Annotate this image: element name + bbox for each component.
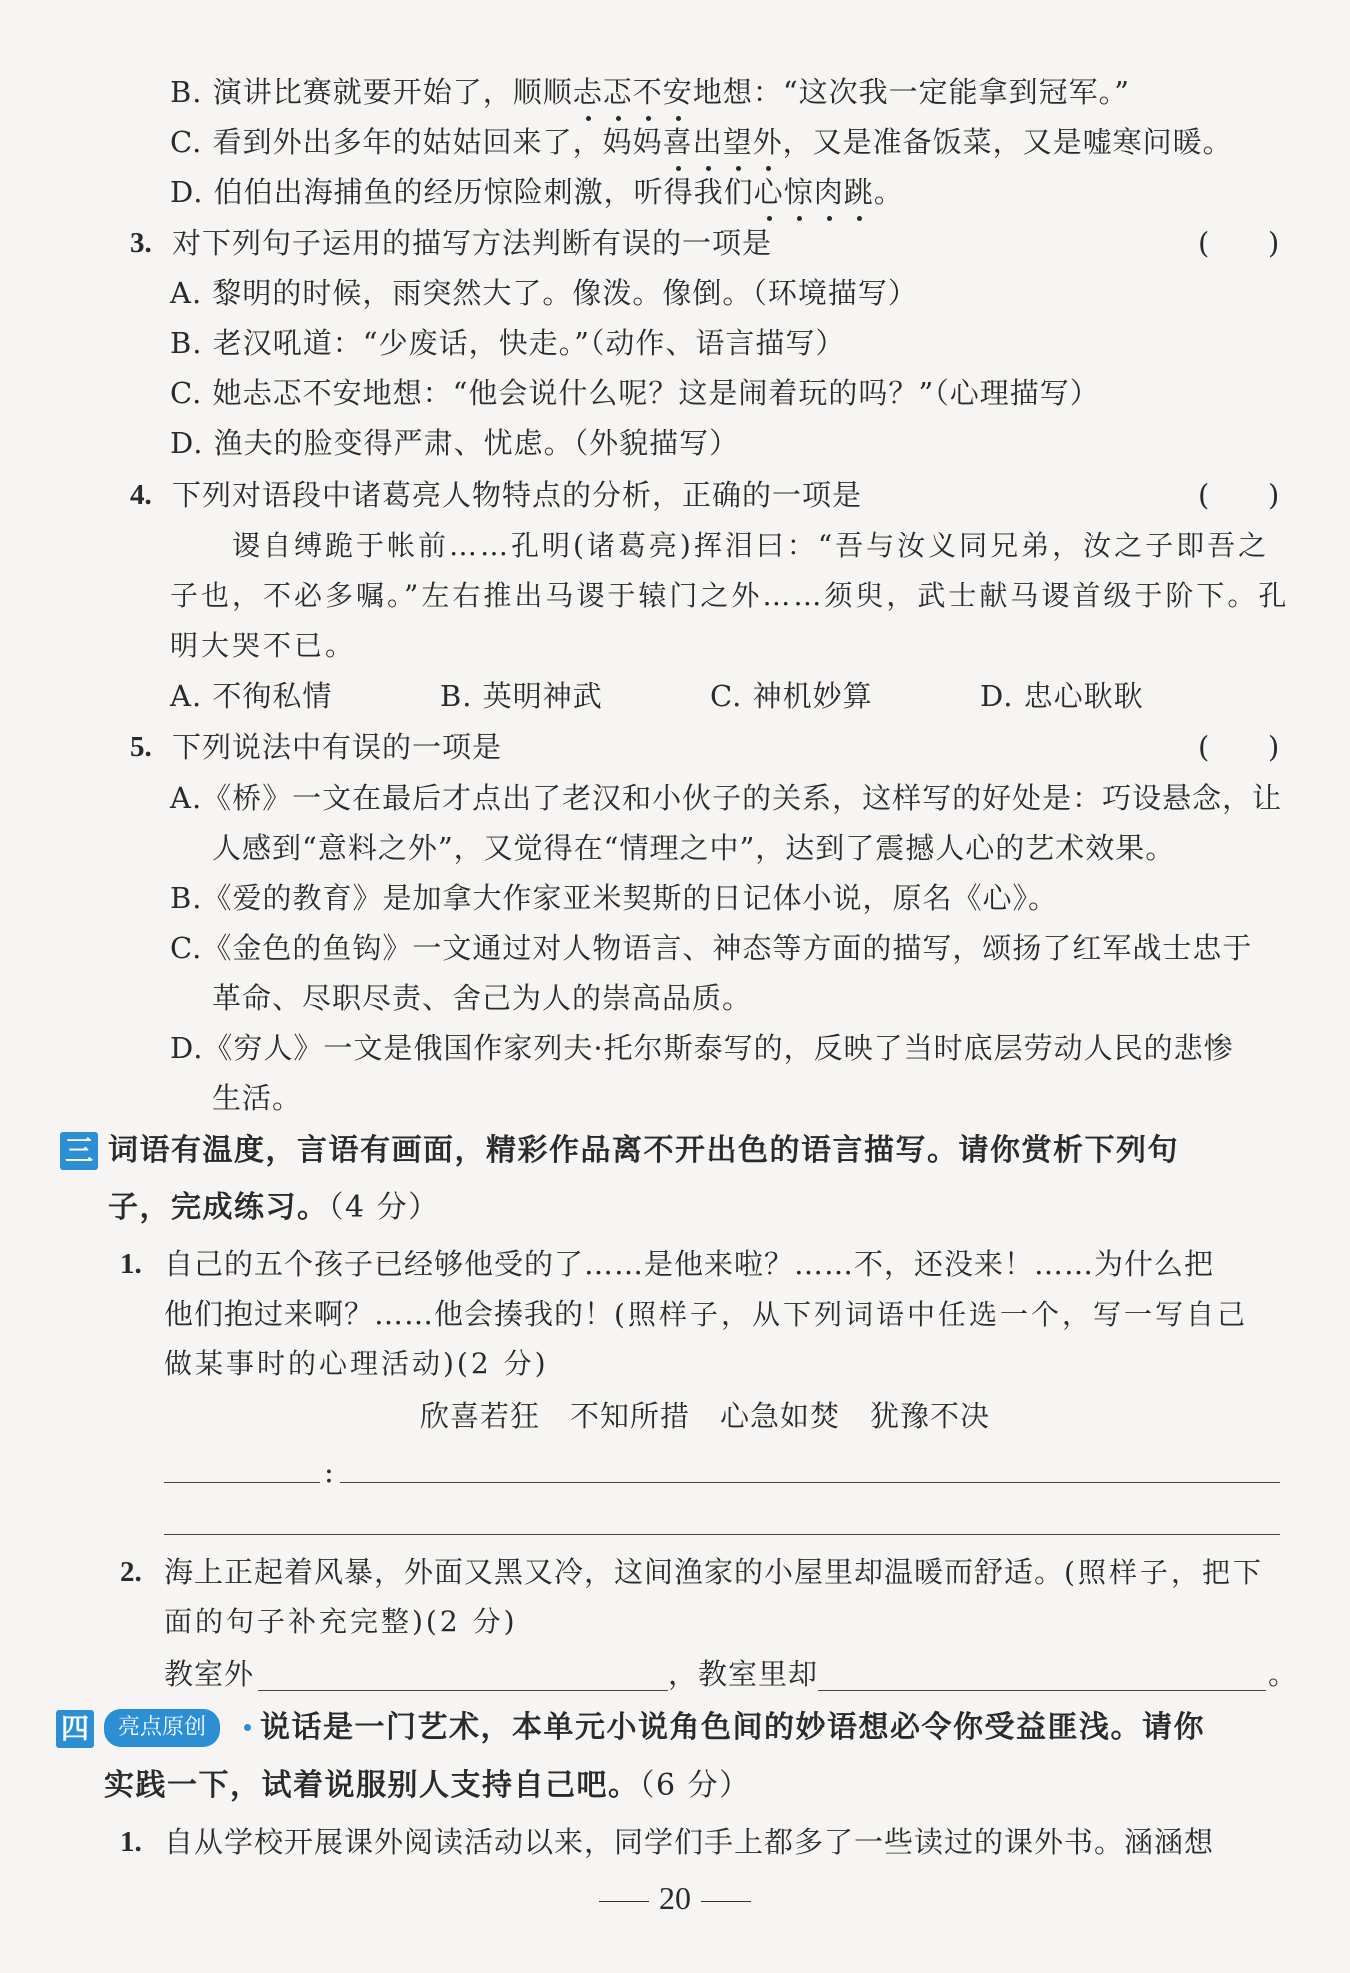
q5-option-b: B.《爱的教育》是加拿大作家亚米契斯的日记体小说，原名《心》。 [170,881,1059,915]
s3-q1-line-2: 他们抱过来啊？……他会揍我的！(照样子，从下列词语中任选一个，写一写自己 [164,1297,1248,1331]
q4-option-c: C. 神机妙算 [710,679,873,713]
s3-q2-prefix-outside: 教室外 [164,1657,255,1691]
q5-option-a-line-1: A.《桥》一文在最后才点出了老汉和小伙子的关系，这样写的好处是：巧设悬念，让 [170,781,1283,815]
section-4-heading-line-2: 实践一下，试着说服别人支持自己吧。（6 分） [104,1768,751,1803]
q4-option-a: A. 不徇私情 [170,679,333,713]
q5-option-d-line-1: D.《穷人》一文是俄国作家列夫·托尔斯泰写的，反映了当时底层劳动人民的悲惨 [170,1031,1234,1065]
q2-option-d: D. 伯伯出海捕鱼的经历惊险刺激，听得我们心惊肉跳。 [170,172,904,212]
s3-q1-line-1: 自己的五个孩子已经够他受的了……是他来啦？……不，还没来！……为什么把 [164,1247,1215,1281]
section-4-badge: 四 [56,1710,94,1748]
s3-q2-blank-inside[interactable] [818,1690,1266,1691]
original-highlight-tag: 亮点原创 [104,1709,220,1747]
q5-number: 5. [130,731,152,763]
section-4-heading-line-1: 说话是一门艺术，本单元小说角色间的妙语想必令你受益匪浅。请你 [260,1710,1205,1745]
word-option: 欣喜若狂 [420,1399,541,1433]
s4-q1-line-1: 自从学校开展课外阅读活动以来，同学们手上都多了一些读过的课外书。涵涵想 [164,1825,1215,1859]
word-option: 不知所措 [570,1399,691,1433]
q2-option-b-emphasis: 忐忑不安 [573,75,693,109]
s3-q1-answer-blank-2[interactable] [164,1534,1280,1535]
s3-q1-colon: : [324,1455,335,1489]
s3-q2-prefix-inside: ，教室里却 [668,1657,819,1691]
q4-option-d: D. 忠心耿耿 [980,679,1144,713]
q3-option-a: A. 黎明的时候，雨突然大了。像泼。像倒。（环境描写） [170,276,918,310]
q4-stem: 下列对语段中诸葛亮人物特点的分析，正确的一项是 [172,478,863,512]
q3-stem: 对下列句子运用的描写方法判断有误的一项是 [172,226,773,260]
q3-option-d: D. 渔夫的脸变得严肃、忧虑。（外貌描写） [170,426,740,460]
q2-option-c-emphasis: 喜出望外 [663,125,783,159]
s3-q1-number: 1. [120,1248,142,1280]
q5-option-a-line-2: 人感到“意料之外”，又觉得在“情理之中”，达到了震撼人心的艺术效果。 [212,831,1176,865]
section-3-heading-line-2: 子，完成练习。（4 分） [108,1190,440,1225]
q2-option-c: C. 看到外出多年的姑姑回来了，妈妈喜出望外，又是准备饭菜，又是嘘寒问暖。 [170,122,1233,162]
s4-q1-number: 1. [120,1826,142,1858]
q5-option-c-line-2: 革命、尽职尽责、舍己为人的崇高品质。 [212,981,753,1015]
q4-option-b: B. 英明神武 [440,679,603,713]
tag-dot-icon [244,1724,251,1731]
q4-passage-line-1: 谡自缚跪于帐前……孔明(诸葛亮)挥泪曰：“吾与汝义同兄弟，汝之子即吾之 [232,529,1270,562]
q5-option-c-line-1: C.《金色的鱼钩》一文通过对人物语言、神态等方面的描写，颂扬了红军战士忠于 [170,931,1253,965]
s3-q2-number: 2. [120,1556,142,1588]
q4-passage-line-2: 子也，不必多嘱。”左右推出马谡于辕门之外……须臾，武士献马谡首级于阶下。孔 [170,579,1290,612]
q4-passage-line-3: 明大哭不已。 [170,629,357,662]
q4-number: 4. [130,479,152,511]
q2-option-d-emphasis: 心惊肉跳 [754,175,874,209]
q3-option-c: C. 她忐忑不安地想：“他会说什么呢？这是闹着玩的吗？”（心理描写） [170,376,1100,410]
s3-q2-blank-outside[interactable] [258,1690,668,1691]
s3-q2-line-2: 面的句子补充完整)(2 分) [164,1605,518,1638]
s3-q1-answer-blank-1[interactable] [340,1482,1280,1483]
s3-q2-end-mark: 。 [1268,1657,1299,1691]
q5-stem: 下列说法中有误的一项是 [172,730,503,764]
page-number: 20 [0,1878,1350,1918]
s3-q1-word-blank[interactable] [164,1482,320,1483]
s3-q2-line-1: 海上正起着风暴，外面又黑又冷，这间渔家的小屋里却温暖而舒适。(照样子，把下 [164,1555,1264,1589]
s3-q1-word-list [420,1396,1020,1436]
section-3-badge: 三 [60,1132,98,1170]
s3-q1-line-3: 做某事时的心理活动)(2 分) [164,1347,549,1380]
q2-option-b: B. 演讲比赛就要开始了，顺顺忐忑不安地想：“这次我一定能拿到冠军。” [170,72,1130,112]
page-dash-right [701,1901,751,1902]
page-dash-left [599,1901,649,1902]
q5-option-d-line-2: 生活。 [212,1081,303,1115]
q3-number: 3. [130,227,152,259]
word-option: 犹豫不决 [870,1399,991,1433]
word-option: 心急如焚 [720,1399,841,1433]
section-3-heading-line-1: 词语有温度，言语有画面，精彩作品离不开出色的语言描写。请你赏析下列句 [108,1133,1179,1168]
q3-option-b: B. 老汉吼道：“少废话，快走。”（动作、语言描写） [170,326,846,360]
